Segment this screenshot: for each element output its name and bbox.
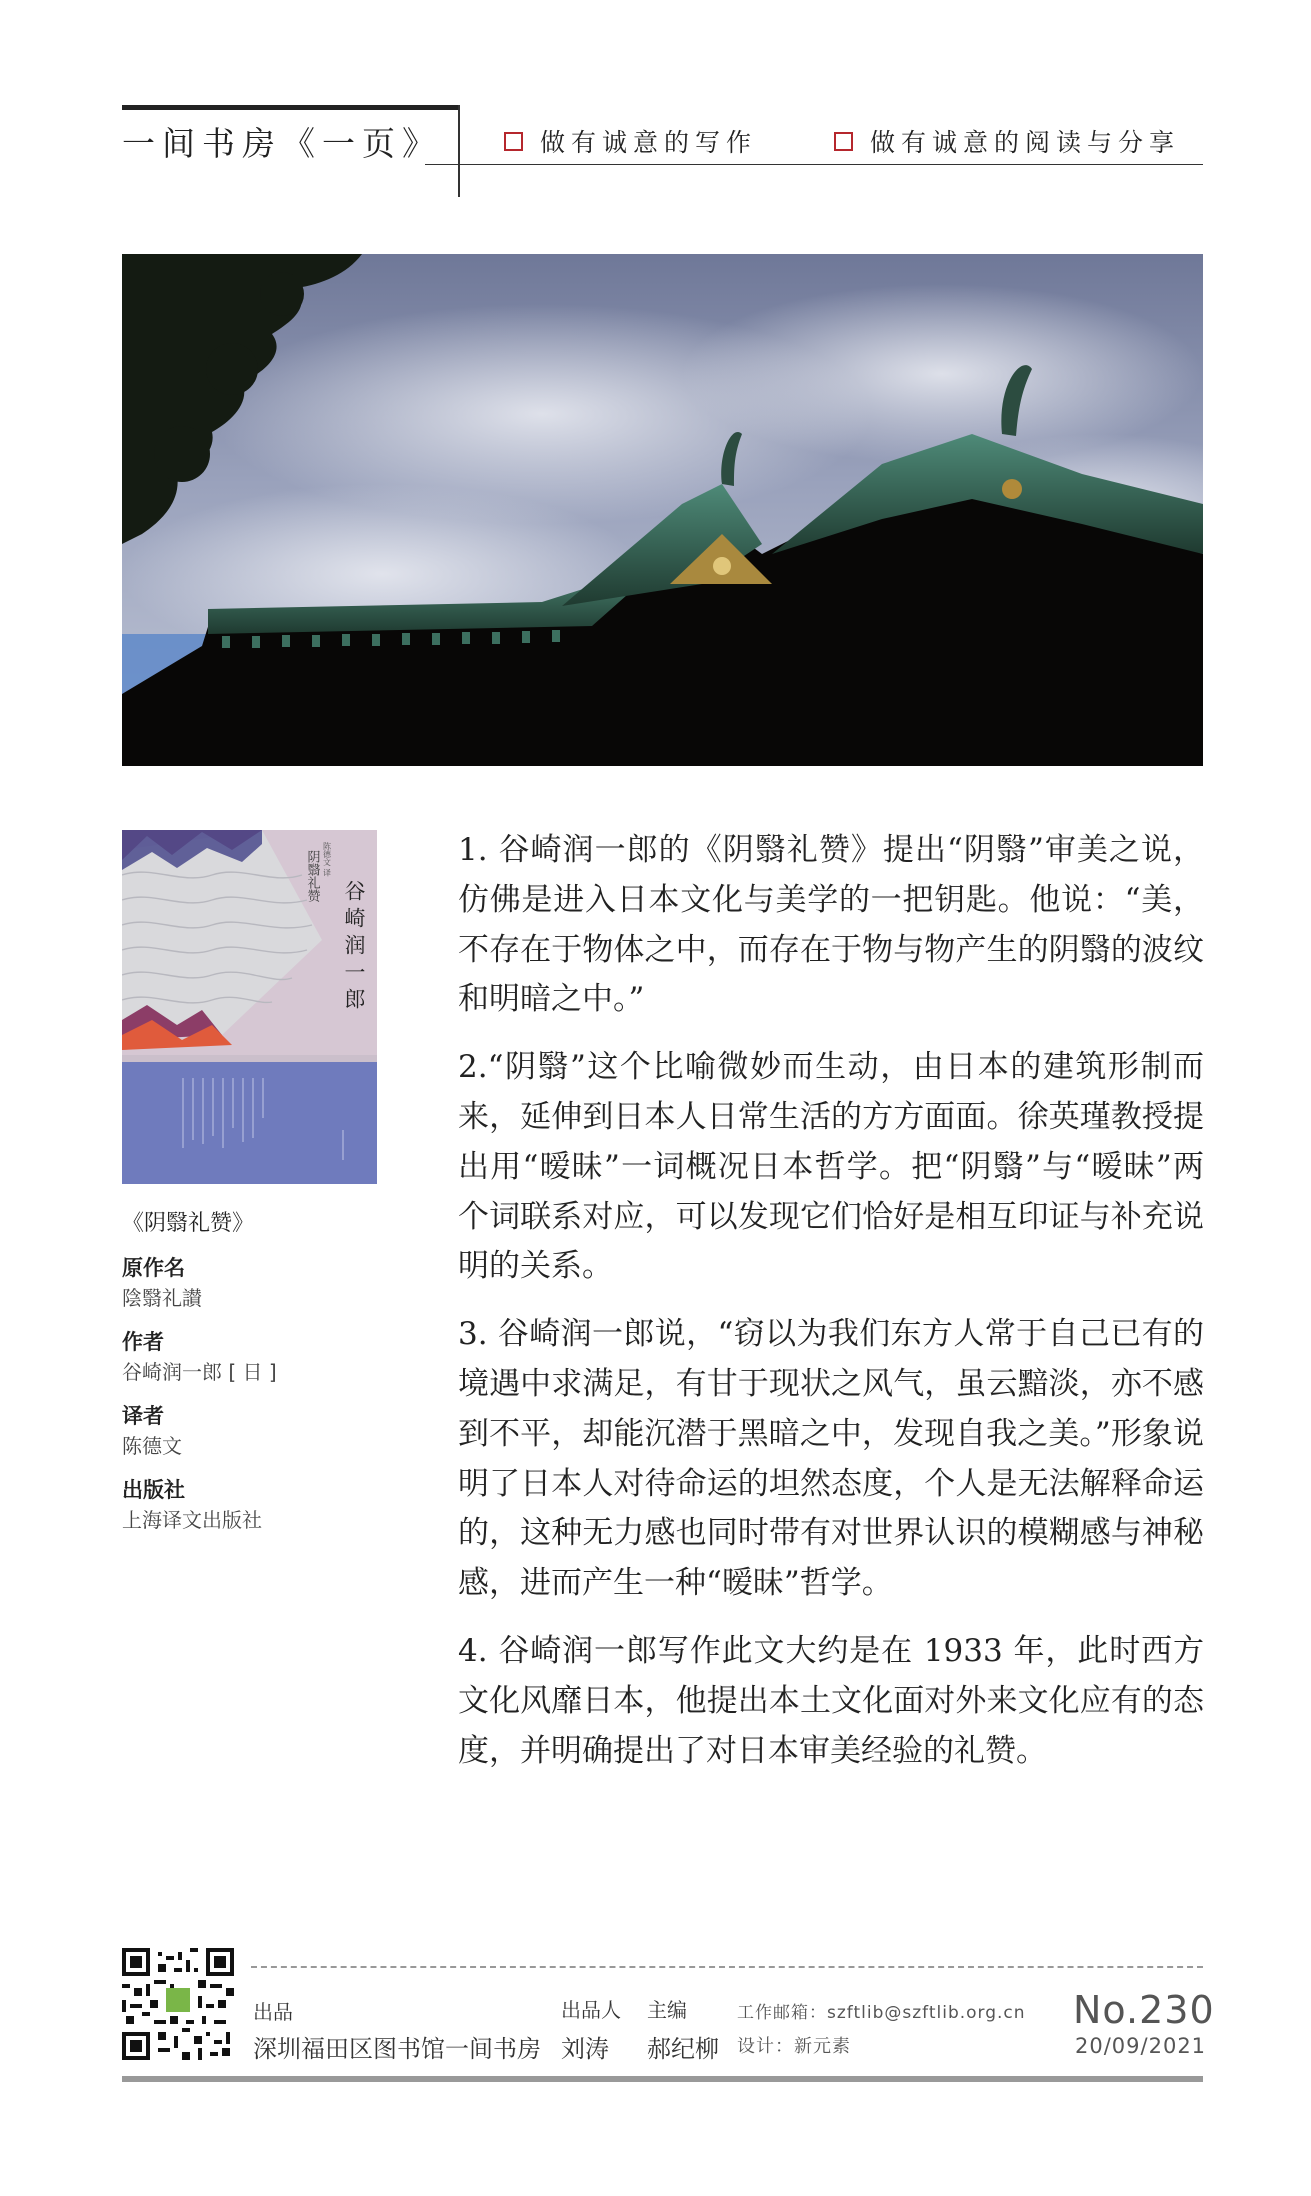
header-divider-vertical — [458, 105, 460, 197]
cover-translator: 陈德文 译 — [322, 842, 332, 877]
publisher-label: 出版社 — [122, 1478, 185, 1502]
footer-bottom-bar — [122, 2076, 1203, 2082]
qr-code-graphic — [122, 1948, 234, 2060]
paragraph-2: 2.“阴翳”这个比喻微妙而生动，由日本的建筑形制而来，延伸到日本人日常生活的方方面面。徐英瑾教授提出用“暧昧”一词概况日本哲学。把“阴翳”与“暧昧”两个词联系对应，可以发现它们恰好是相互印证与补充说明的关系。 — [458, 1049, 1204, 1285]
header-divider-horizontal — [425, 164, 1203, 165]
author-label: 作者 — [122, 1330, 164, 1354]
hero-photo-temple-roof — [122, 254, 1203, 766]
author-value: 谷崎润一郎 [ 日 ] — [122, 1360, 277, 1384]
publisher-name: 刘涛 — [561, 2035, 609, 2063]
book-info — [122, 1206, 362, 1549]
producer-name: 深圳福田区图书馆一间书房 — [253, 2035, 541, 2063]
publisher-value: 上海译文出版社 — [122, 1508, 262, 1532]
producer-label: 出品 — [253, 2000, 293, 2024]
editor-label: 主编 — [647, 1998, 687, 2022]
original-title-value: 陰翳礼讃 — [122, 1286, 202, 1310]
column-title: 一间书房《一页》 — [122, 124, 442, 163]
editor-name: 郝纪柳 — [647, 2035, 719, 2063]
slogan-reading-text: 做有诚意的阅读与分享 — [870, 128, 1181, 157]
contact-email: 工作邮箱：szftlib@szftlib.org.cn — [737, 2003, 1026, 2023]
paragraph-1: 1. 谷崎润一郎的《阴翳礼赞》提出“阴翳”审美之说，仿佛是进入日本文化与美学的一把钥匙。他说：“美，不存在于物体之中，而存在于物与物产生的阴翳的波纹和明暗之中。” — [458, 832, 1204, 1018]
qr-code[interactable] — [122, 1948, 234, 2060]
header-top-bar — [122, 105, 460, 110]
original-title-label: 原作名 — [122, 1256, 185, 1280]
issue-date: 20/09/2021 — [1075, 2034, 1207, 2058]
translator-label: 译者 — [122, 1404, 164, 1428]
design-credit: 设计：新元素 — [737, 2036, 851, 2057]
slogan-reading — [834, 123, 1180, 159]
publisher-label: 出品人 — [561, 1998, 621, 2022]
hero-photo-illustration — [122, 254, 1203, 766]
slogan-writing — [504, 123, 757, 159]
cover-title: 阴翳礼赞 — [304, 850, 320, 902]
book-cover-illustration — [122, 830, 377, 1184]
book-cover-image — [122, 830, 377, 1184]
checkbox-square-icon — [504, 132, 523, 151]
footer-dashed-divider — [251, 1966, 1203, 1968]
slogan-writing-text: 做有诚意的写作 — [540, 128, 758, 157]
checkbox-square-icon — [834, 132, 853, 151]
translator-value: 陈德文 — [122, 1434, 182, 1458]
issue-number: No.230 — [1073, 1988, 1215, 2032]
paragraph-4: 4. 谷崎润一郎写作此文大约是在 1933 年，此时西方文化风靡日本，他提出本土文化面对外来文化应有的态度，并明确提出了对日本审美经验的礼赞。 — [458, 1632, 1204, 1769]
book-name: 《阴翳礼赞》 — [122, 1211, 255, 1236]
paragraph-3: 3. 谷崎润一郎说，“窃以为我们东方人常于自己已有的境遇中求满足，有甘于现状之风气，虽云黯淡，亦不感到不平，却能沉潜于黑暗之中，发现自我之美。”形象说明了日本人对待命运的坦然态度，个人是无法解释命运的，这种无力感也同时带有对世界认识的模糊感与神秘感，进而产生一种“暧昧”哲学。 — [458, 1316, 1204, 1602]
cover-author: 谷崎润一郎 — [342, 880, 366, 1015]
article-body — [458, 826, 1204, 1794]
